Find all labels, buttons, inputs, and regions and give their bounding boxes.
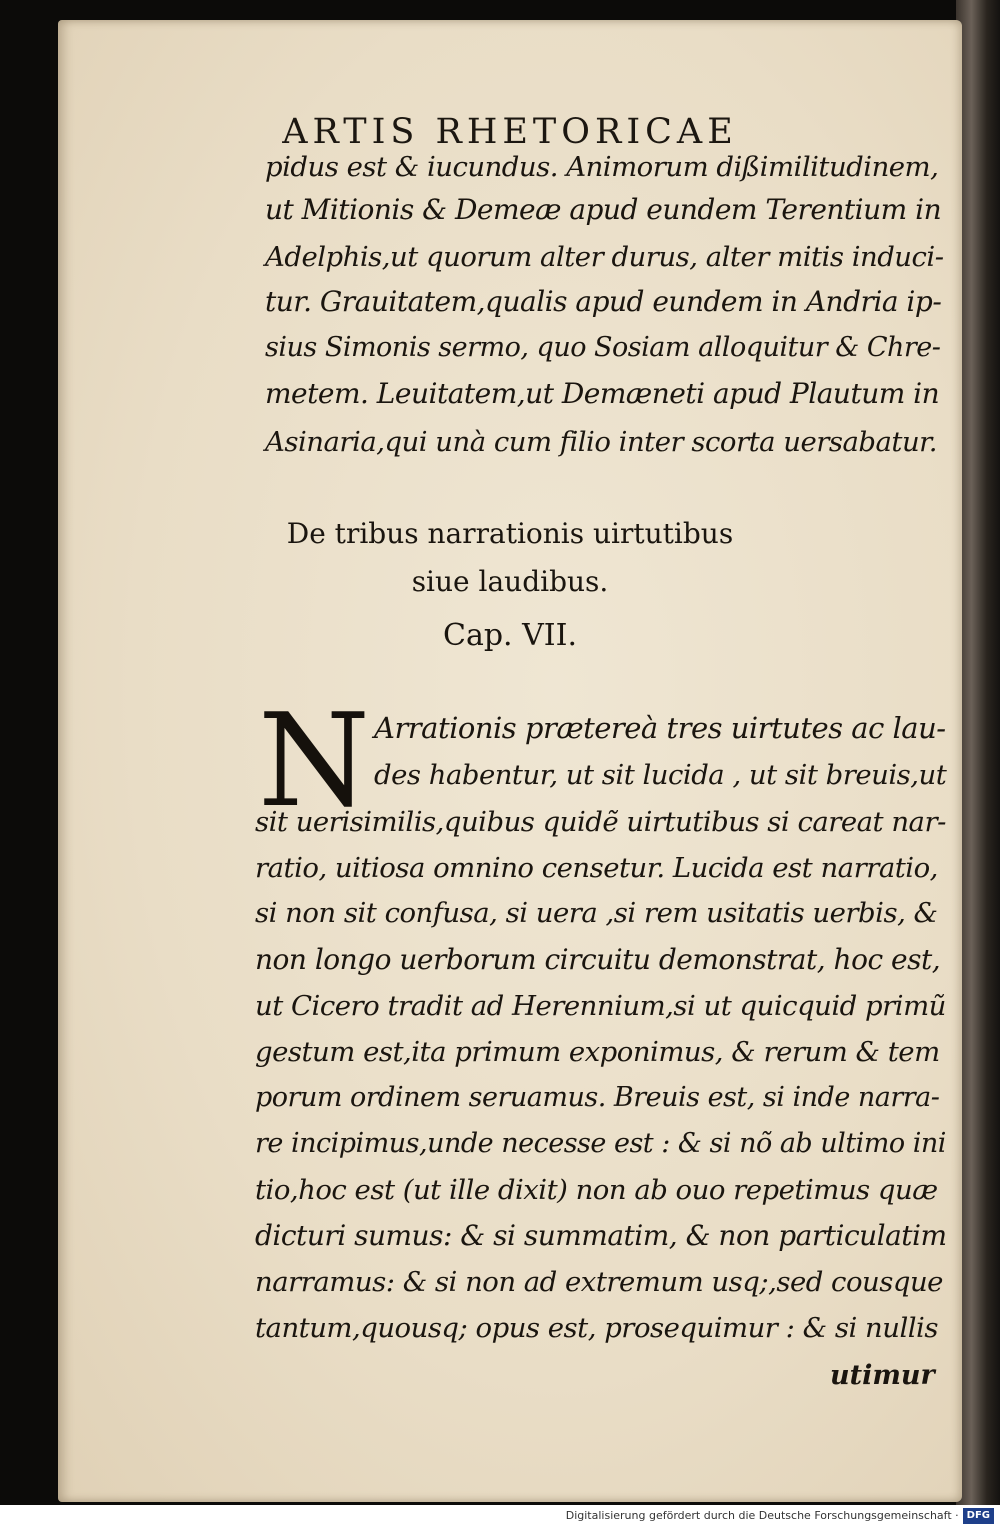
chapter-number: Cap. VII. (442, 618, 578, 653)
text-line: tur. Grauitatem,qualis apud eundem in Andria ip- (265, 285, 942, 318)
text-line: re incipimus,unde necesse est : & si nõ ab ultimo ini (255, 1128, 946, 1159)
dfg-logo-icon: DFG (963, 1508, 994, 1524)
text-line: Arrationis prætereà tres uirtutes ac lau- (374, 711, 946, 745)
text-line: porum ordinem seruamus. Breuis est, si inde narra- (255, 1082, 940, 1113)
catchword: utimur (830, 1360, 935, 1391)
chapter-heading-line1: De tribus narrationis uirtutibus (286, 517, 734, 550)
text-line: Asinaria,qui unà cum filio inter scorta uersabatur. (265, 426, 938, 458)
text-line: des habentur, ut sit lucida , ut sit breuis,ut (374, 759, 947, 791)
chapter-heading-line2: siue laudibus. (411, 565, 609, 598)
text-line: sius Simonis sermo, quo Sosiam alloquitur & Chre- (265, 332, 941, 363)
book-spine-edge (956, 0, 1000, 1505)
text-line: dicturi sumus: & si summatim, & non particulatim (255, 1219, 947, 1252)
text-line: narramus: & si non ad extremum usq;,sed cousque (255, 1266, 943, 1298)
text-line: ut Mitionis & Demeæ apud eundem Terentium in (265, 193, 942, 226)
footer-text: Digitalisierung gefördert durch die Deutsche Forschungsgemeinschaft · (565, 1509, 959, 1522)
text-line: ratio, uitiosa omnino censetur. Lucida est narratio, (255, 852, 938, 884)
footer-credit (0, 1505, 1000, 1527)
text-line: si non sit confusa, si uera ,si rem usitatis uerbis, & (255, 897, 938, 929)
text-line: ut Cicero tradit ad Herennium,si ut quicquid primũ (255, 990, 946, 1022)
text-line: sit uerisimilis,quibus quidẽ uirtutibus si careat nar- (255, 806, 946, 838)
running-head: ARTIS RHETORICAE (282, 112, 738, 152)
text-line: metem. Leuitatem,ut Demæneti apud Plautum in (265, 377, 940, 410)
text-line: gestum est,ita primum exponimus, & rerum & tem (255, 1036, 940, 1068)
text-line: pidus est & iucundus. Animorum dißimilitudinem, (265, 151, 939, 183)
text-line: tio,hoc est (ut ille dixit) non ab ouo repetimus quæ (255, 1174, 938, 1206)
text-line: tantum,quousq; opus est, prosequimur : & si nullis (255, 1312, 938, 1344)
text-line: non longo uerborum circuitu demonstrat, hoc est, (255, 943, 941, 976)
book-page (58, 20, 962, 1502)
text-line: Adelphis,ut quorum alter durus, alter mitis induci- (265, 241, 944, 273)
drop-cap: N (258, 687, 370, 836)
